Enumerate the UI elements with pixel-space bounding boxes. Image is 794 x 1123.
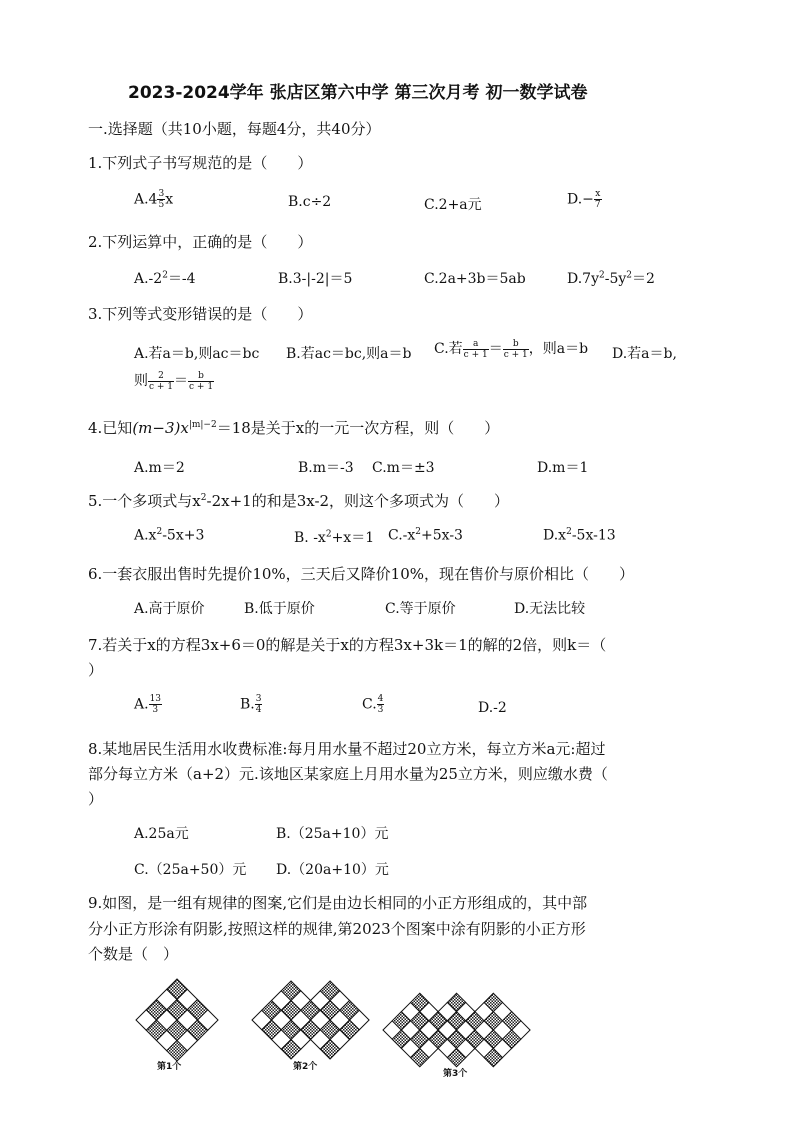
q6-option-c[interactable]: C.等于原价: [385, 601, 456, 617]
q5-option-b[interactable]: B. $-x^2+x=1$: [294, 529, 375, 546]
question-3-stem: 3.下列等式变形错误的是（ ）: [88, 305, 313, 323]
q7-option-d[interactable]: D.-2: [478, 700, 507, 716]
question-8-line-2: 部分每立方米（a+2）元.该地区某家庭上月用水量为25立方米，则应缴水费（: [88, 765, 608, 783]
section-heading: 一.选择题（共10小题，每题4分，共40分）: [88, 120, 381, 138]
q8-option-a[interactable]: A.25a元: [134, 826, 189, 842]
q3-option-d-continuation: 则 $\frac{2}{c + 1}$ ＝ $\frac{b}{c + 1}$: [134, 370, 214, 392]
figure-1-caption: 第1个: [157, 1062, 182, 1072]
q8-option-d[interactable]: D.（20a+10）元: [276, 862, 389, 878]
q4-option-d[interactable]: D.m＝1: [537, 460, 589, 476]
q5-option-c[interactable]: $C.-x^2+5x-3$: [388, 527, 463, 544]
question-6-stem: 6.一套衣服出售时先提价10%，三天后又降价10%，现在售价与原价相比（ ）: [88, 565, 634, 583]
q1-option-c[interactable]: C.2+a元: [424, 197, 482, 213]
q3-option-d[interactable]: D.若a＝b,: [612, 346, 677, 362]
q1-option-a[interactable]: A.4 $\frac{3}{5}$ x: [134, 189, 174, 210]
question-8-line-1: 8.某地居民生活用水收费标准:每月用水量不超过20立方米，每立方米a元:超过: [88, 740, 606, 758]
question-1-stem: 1.下列式子书写规范的是（ ）: [88, 154, 313, 172]
q3-option-b[interactable]: B.若ac＝bc,则a＝b: [286, 346, 412, 362]
q4-option-c[interactable]: C.m＝±3: [372, 460, 435, 476]
q6-option-b[interactable]: B.低于原价: [244, 601, 315, 617]
q7-option-c[interactable]: C. $\frac{4}{3}$: [362, 694, 384, 715]
q2-option-d[interactable]: $D.7y^2-5y^2=2$: [567, 270, 655, 287]
question-7-stem: 7.若关于x的方程3x+6＝0的解是关于x的方程3x+3k＝1的解的2倍，则k＝（: [88, 636, 607, 654]
figure-2-caption: 第2个: [293, 1062, 318, 1072]
q3-option-a[interactable]: A.若a＝b,则ac＝bc: [134, 346, 260, 362]
question-4-stem: 4.已知$(m-3)x^{|m|-2}=18$是关于x的一元一次方程，则（ ）: [88, 419, 500, 437]
q2-option-c[interactable]: C.2a+3b＝5ab: [424, 271, 526, 287]
q8-option-c[interactable]: C.（25a+50）元: [134, 862, 247, 878]
q2-option-b[interactable]: B.3-|-2|＝5: [278, 271, 353, 287]
q4-option-a[interactable]: A.m＝2: [134, 460, 185, 476]
question-8-line-3: ）: [88, 790, 104, 808]
question-2-stem: 2.下列运算中，正确的是（ ）: [88, 233, 313, 251]
question-9-line-3: 个数是（ ）: [88, 945, 179, 963]
pattern-figure-3: [383, 993, 530, 1067]
q6-option-a[interactable]: A.高于原价: [134, 601, 205, 617]
q3-option-c[interactable]: C.若 $\frac{a}{c + 1}$ ＝ $\frac{b}{c + 1}$ ，则a＝b: [434, 338, 589, 360]
question-5-stem: 5.一个多项式与$x^2-2x+1$的和是3x-2，则这个多项式为（ ）: [88, 492, 510, 510]
q4-option-b[interactable]: B.m＝-3: [298, 460, 354, 476]
pattern-figure-2: [252, 981, 369, 1059]
q1-option-d[interactable]: D.− $\frac{x}{7}$: [567, 189, 601, 210]
q8-option-b[interactable]: B.（25a+10）元: [276, 826, 389, 842]
q6-option-d[interactable]: D.无法比较: [514, 601, 586, 617]
question-9-line-2: 分小正方形涂有阴影,按照这样的规律,第2023个图案中涂有阴影的小正方形: [88, 920, 586, 938]
q7-option-a[interactable]: A. $\frac{13}{3}$: [134, 694, 162, 715]
pattern-figure-1: [136, 979, 218, 1061]
question-9-line-1: 9.如图，是一组有规律的图案,它们是由边长相同的小正方形组成的，其中部: [88, 894, 588, 912]
q7-option-b[interactable]: B. $\frac{3}{4}$: [240, 694, 262, 715]
question-7-stem-end: ）: [88, 661, 104, 679]
q5-option-d[interactable]: $D.x^2-5x-13$: [543, 527, 616, 544]
q5-option-a[interactable]: $A.x^2-5x+3$: [134, 527, 205, 544]
q2-option-a[interactable]: $A.-2^2=-4$: [134, 270, 196, 287]
q1-option-b[interactable]: B.c÷2: [288, 194, 332, 210]
figure-3-caption: 第3个: [443, 1069, 468, 1079]
page-title: 2023-2024学年 张店区第六中学 第三次月考 初一数学试卷: [128, 83, 588, 103]
pattern-figures: [130, 978, 560, 1088]
